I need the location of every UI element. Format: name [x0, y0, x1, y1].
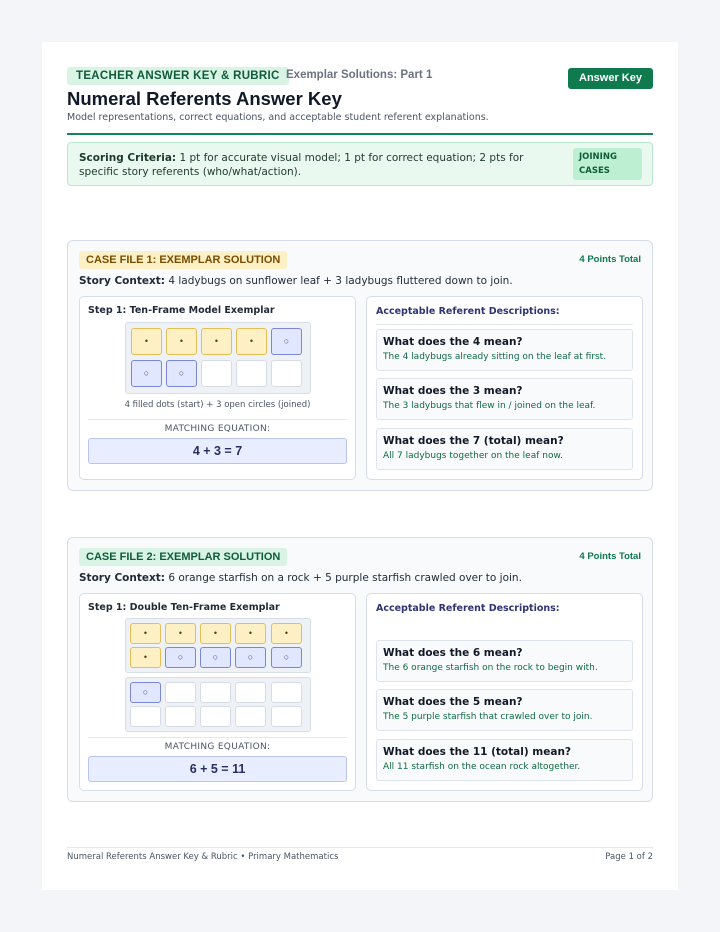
- referents-panel: [366, 593, 643, 791]
- story-context: [79, 572, 522, 584]
- frame-cell-filled: •: [201, 328, 232, 355]
- header-subtitle: Exemplar Solutions: Part 1: [286, 69, 433, 81]
- ten-frame-top: [125, 618, 311, 673]
- frame-cell-open: ○: [165, 647, 196, 668]
- frame-cell-empty: [235, 682, 266, 703]
- step-label: Step 1: Double Ten-Frame Exemplar: [88, 602, 280, 613]
- frame-cell-empty: [130, 706, 161, 727]
- referent-answer: The 3 ladybugs that flew in / joined on the leaf.: [383, 401, 596, 411]
- answer-key-button[interactable]: Answer Key: [568, 68, 653, 89]
- page-number: Page 1 of 2: [605, 852, 653, 862]
- frame-cell-open: ○: [131, 360, 162, 387]
- model-panel: [79, 593, 356, 791]
- ten-frame-bottom: [125, 677, 311, 732]
- frame-cell-filled: •: [235, 623, 266, 644]
- story-label: Story Context:: [79, 275, 165, 287]
- case-file-2: [67, 537, 653, 802]
- case-points: 4 Points Total: [579, 254, 641, 265]
- header-tag: TEACHER ANSWER KEY & RUBRIC: [67, 67, 289, 85]
- frame-cell-empty: [165, 682, 196, 703]
- referent-answer: The 6 orange starfish on the rock to begin with.: [383, 663, 598, 673]
- scoring-criteria-box: [67, 142, 653, 186]
- frame-cell-empty: [201, 360, 232, 387]
- frame-cell-filled: •: [236, 328, 267, 355]
- referents-title: Acceptable Referent Descriptions:: [376, 306, 560, 317]
- frame-cell-open: ○: [130, 682, 161, 703]
- referent-question: What does the 3 mean?: [383, 385, 523, 397]
- model-caption: 4 filled dots (start) + 3 open circles (joined): [124, 400, 311, 410]
- frame-cell-filled: •: [130, 623, 161, 644]
- referent-card: [376, 378, 633, 420]
- badge-line-1: JOINING: [579, 152, 617, 162]
- story-text: 4 ladybugs on sunflower leaf + 3 ladybugs fluttered down to join.: [168, 275, 513, 287]
- frame-cell-filled: •: [166, 328, 197, 355]
- equation-divider: [88, 737, 347, 738]
- referent-card: [376, 640, 633, 682]
- equation-box: 6 + 5 = 11: [88, 756, 347, 782]
- frame-cell-empty: [236, 360, 267, 387]
- frame-cell-filled: •: [131, 328, 162, 355]
- frame-cell-empty: [271, 682, 302, 703]
- model-panel: [79, 296, 356, 480]
- referents-divider: [376, 324, 633, 325]
- referent-card: [376, 689, 633, 731]
- frame-cell-empty: [271, 360, 302, 387]
- footer-divider: [67, 847, 653, 848]
- referent-question: What does the 4 mean?: [383, 336, 523, 348]
- referent-answer: The 4 ladybugs already sitting on the leaf at first.: [383, 352, 607, 362]
- referents-title: Acceptable Referent Descriptions:: [376, 603, 560, 614]
- case-points: 4 Points Total: [579, 551, 641, 562]
- frame-cell-open: ○: [200, 647, 231, 668]
- story-label: Story Context:: [79, 572, 165, 584]
- frame-cell-filled: •: [271, 623, 302, 644]
- frame-cell-open: ○: [235, 647, 266, 668]
- referent-question: What does the 11 (total) mean?: [383, 746, 572, 758]
- referent-question: What does the 6 mean?: [383, 647, 523, 659]
- scoring-criteria-text: [79, 151, 549, 179]
- referent-answer: The 5 purple starfish that crawled over to join.: [383, 712, 593, 722]
- frame-cell-filled: •: [200, 623, 231, 644]
- case-tag: CASE FILE 1: EXEMPLAR SOLUTION: [79, 251, 287, 269]
- frame-cell-filled: •: [165, 623, 196, 644]
- frame-cell-empty: [200, 682, 231, 703]
- page-description: Model representations, correct equations, and acceptable student referent explanations.: [67, 112, 489, 123]
- frame-cell-empty: [200, 706, 231, 727]
- frame-cell-open: ○: [166, 360, 197, 387]
- referent-answer: All 11 starfish on the ocean rock altogether.: [383, 762, 581, 772]
- equation-box: 4 + 3 = 7: [88, 438, 347, 464]
- referents-panel: [366, 296, 643, 480]
- ten-frame: [125, 322, 311, 394]
- frame-cell-empty: [165, 706, 196, 727]
- equation-label: MATCHING EQUATION:: [164, 424, 271, 434]
- joining-cases-badge: [573, 148, 642, 180]
- header-divider: [67, 133, 653, 135]
- referent-card: [376, 428, 633, 470]
- referent-card: [376, 329, 633, 371]
- frame-cell-open: ○: [271, 328, 302, 355]
- case-file-1: [67, 240, 653, 491]
- referent-card: [376, 739, 633, 781]
- case-tag: CASE FILE 2: EXEMPLAR SOLUTION: [79, 548, 287, 566]
- referent-question: What does the 7 (total) mean?: [383, 435, 564, 447]
- page-title: Numeral Referents Answer Key: [67, 88, 342, 109]
- footer-title: Numeral Referents Answer Key & Rubric • Primary Mathematics: [67, 852, 339, 862]
- step-label: Step 1: Ten-Frame Model Exemplar: [88, 305, 275, 316]
- referent-answer: All 7 ladybugs together on the leaf now.: [383, 451, 563, 461]
- equation-divider: [88, 419, 347, 420]
- story-context: [79, 275, 513, 287]
- referent-question: What does the 5 mean?: [383, 696, 523, 708]
- answer-key-page: [42, 42, 678, 890]
- frame-cell-empty: [235, 706, 266, 727]
- equation-label: MATCHING EQUATION:: [164, 742, 271, 752]
- frame-cell-filled: •: [130, 647, 161, 668]
- criteria-label: Scoring Criteria:: [79, 152, 177, 164]
- badge-line-2: CASES: [579, 166, 610, 176]
- criteria-body: 1 pt for accurate visual model; 1 pt for correct equation; 2 pts for specific story referents (who/what/action).: [79, 152, 524, 178]
- frame-cell-empty: [271, 706, 302, 727]
- frame-cell-open: ○: [271, 647, 302, 668]
- story-text: 6 orange starfish on a rock + 5 purple starfish crawled over to join.: [168, 572, 522, 584]
